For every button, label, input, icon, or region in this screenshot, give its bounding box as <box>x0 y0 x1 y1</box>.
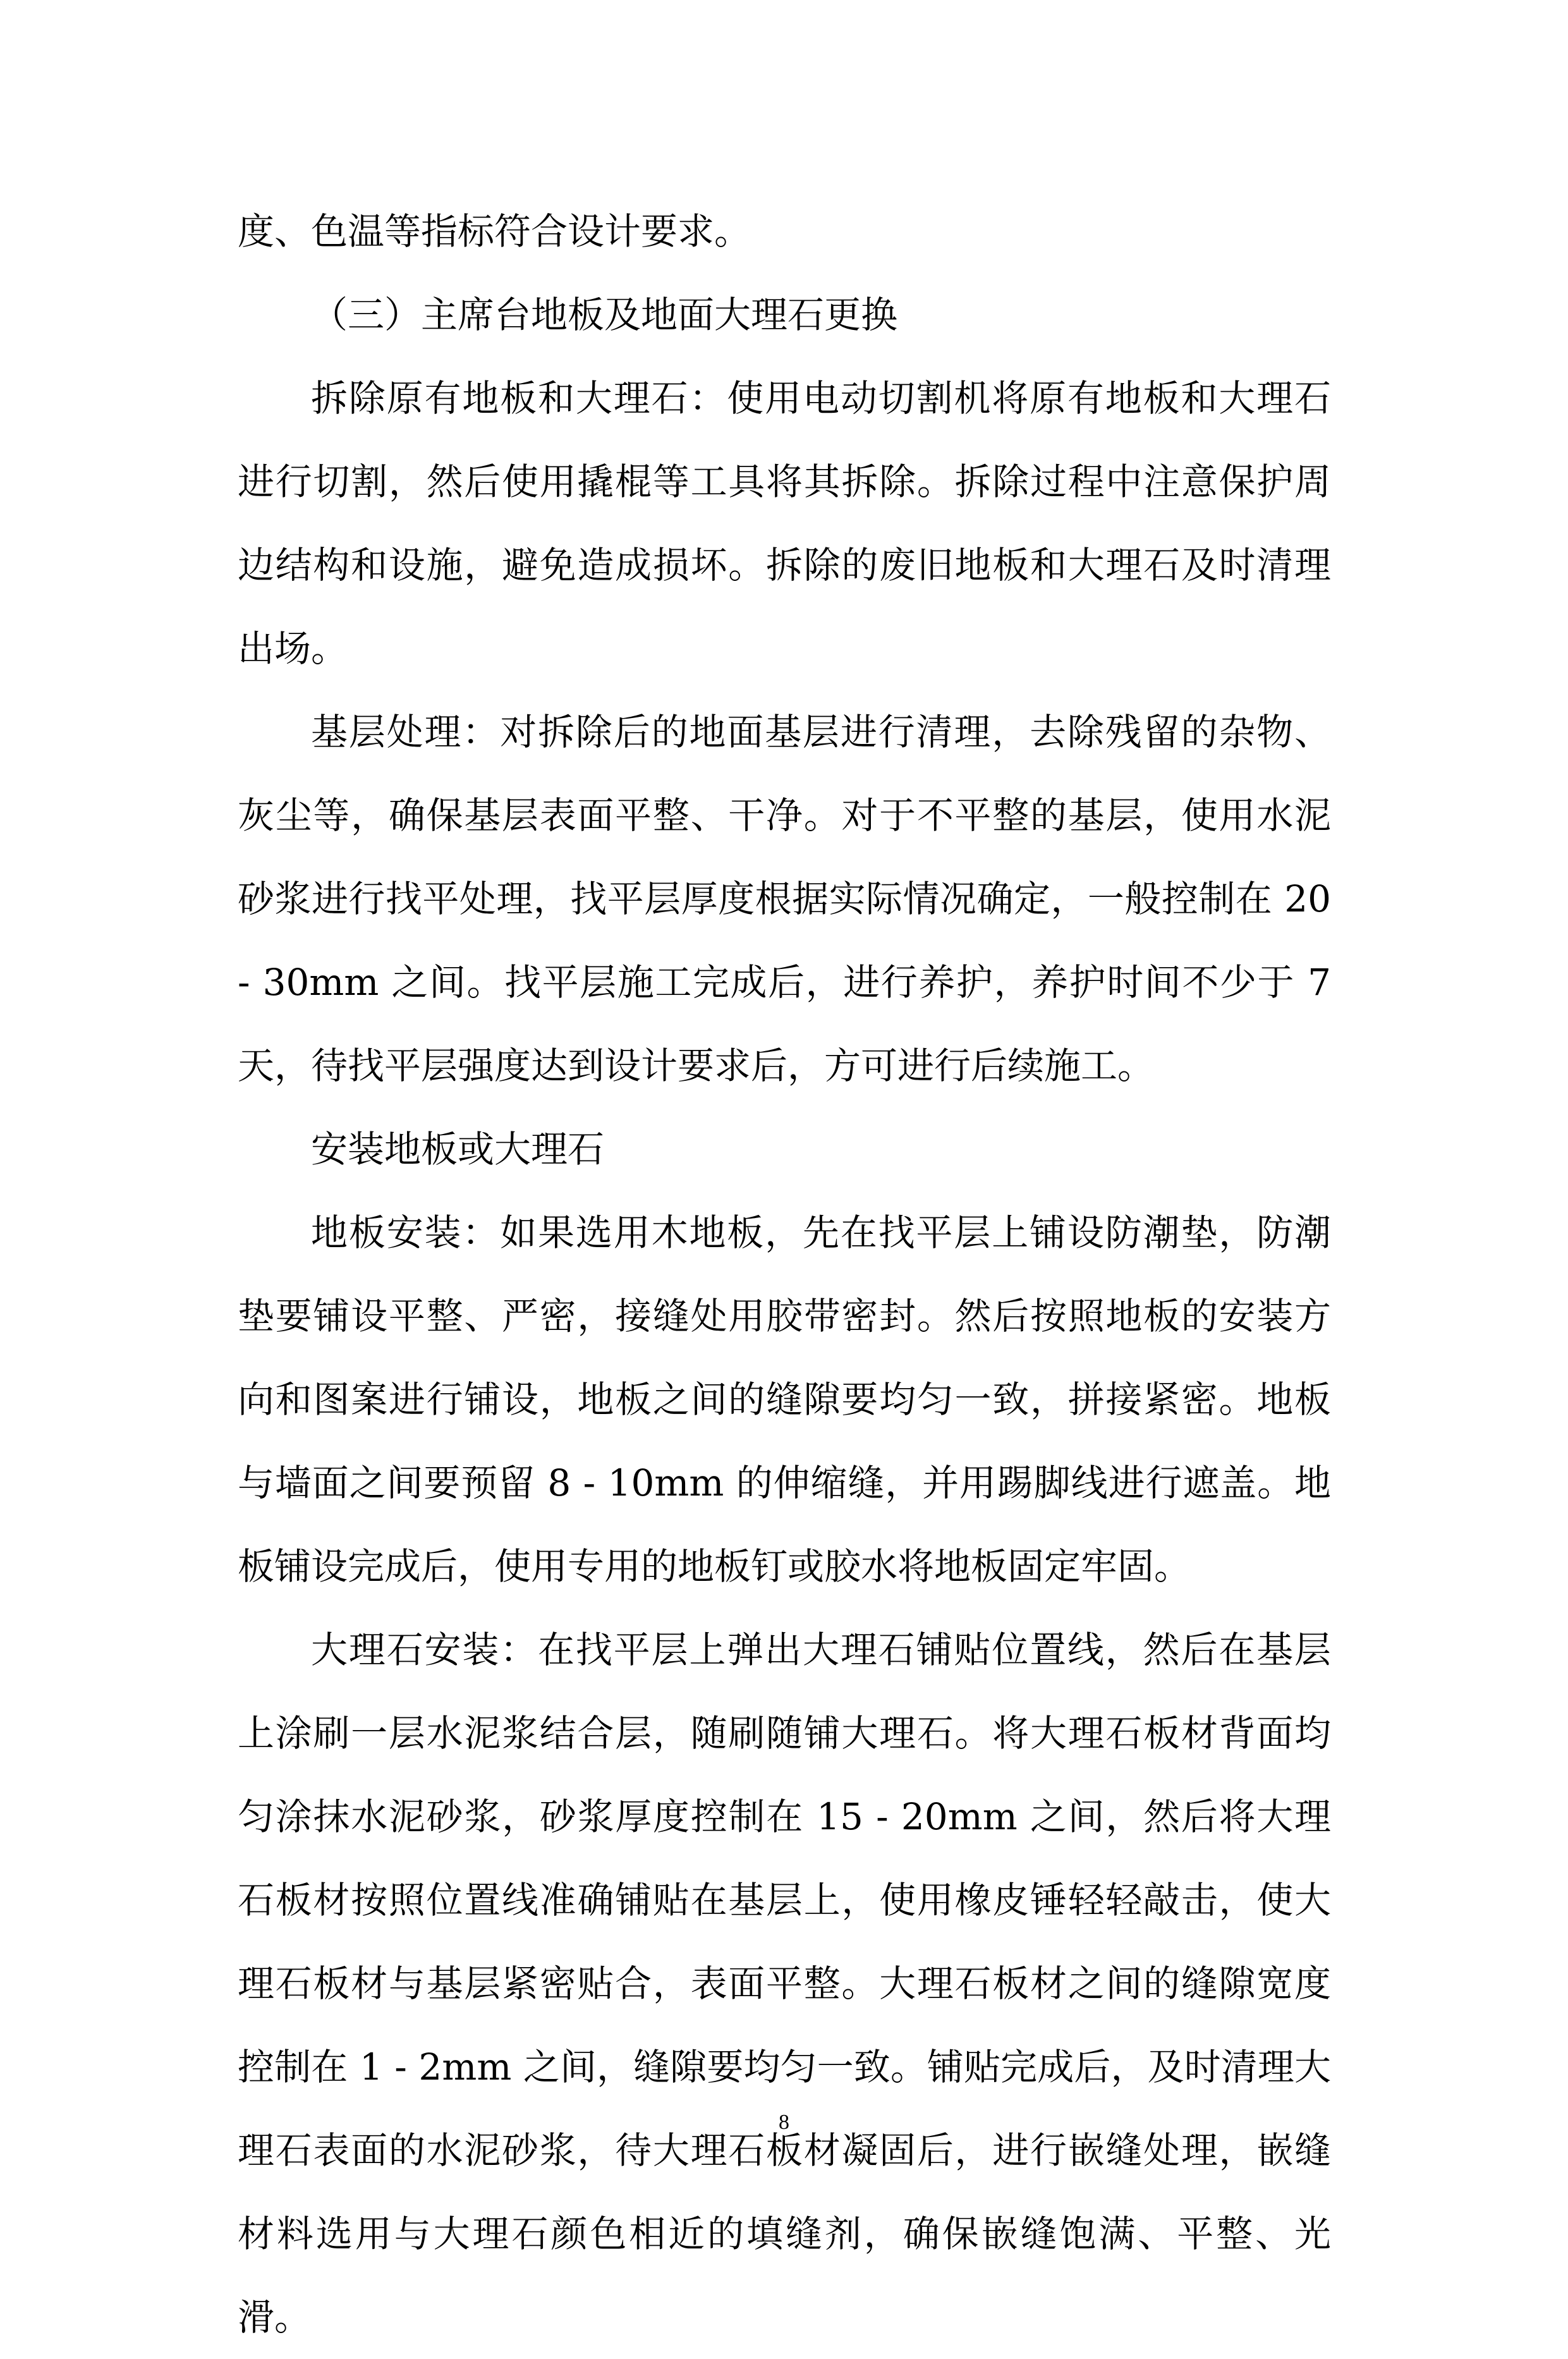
body-text <box>238 190 1331 2359</box>
section-heading: （三）主席台地板及地面大理石更换 <box>311 293 898 336</box>
paragraph-floor-installation: 地板安装：如果选用木地板，先在找平层上铺设防潮垫，防潮垫要铺设平整、严密，接缝处用胶带密封。然后按照地板的安装方向和图案进行铺设，地板之间的缝隙要均匀一致，拼接紧密。地板与墙面之间要预留 8 - 10mm 的伸缩缝，并用踢脚线进行遮盖。地板铺设完成后，使用专用的地板钉或胶水将地板固定牢固。 <box>238 1211 1331 1588</box>
paragraph-continuation: 度、色温等指标符合设计要求。 <box>238 210 751 253</box>
subheading-installation: 安装地板或大理石 <box>311 1128 605 1171</box>
paragraph-base-treatment: 基层处理：对拆除后的地面基层进行清理，去除残留的杂物、灰尘等，确保基层表面平整、干净。对于不平整的基层，使用水泥砂浆进行找平处理，找平层厚度根据实际情况确定，一般控制在 20 - 30mm 之间。找平层施工完成后，进行养护，养护时间不少于 7 天，待找平层强度达到设计要求后，方可进行后续施工。 <box>238 710 1331 1087</box>
paragraph-marble-installation: 大理石安装：在找平层上弹出大理石铺贴位置线，然后在基层上涂刷一层水泥浆结合层，随刷随铺大理石。将大理石板材背面均匀涂抹水泥砂浆，砂浆厚度控制在 15 - 20mm 之间，然后将大理石板材按照位置线准确铺贴在基层上，使用橡皮锤轻轻敲击，使大理石板材与基层紧密贴合，表面平整。大理石板材之间的缝隙宽度控制在 1 - 2mm 之间，缝隙要均匀一致。铺贴完成后，及时清理大理石表面的水泥砂浆，待大理石板材凝固后，进行嵌缝处理，嵌缝材料选用与大理石颜色相近的填缝剂，确保嵌缝饱满、平整、光滑。 <box>238 1628 1331 2339</box>
paragraph-removal: 拆除原有地板和大理石：使用电动切割机将原有地板和大理石进行切割，然后使用撬棍等工具将其拆除。拆除过程中注意保护周边结构和设施，避免造成损坏。拆除的废旧地板和大理石及时清理出场。 <box>238 377 1331 670</box>
page-number: 8 <box>779 2111 789 2134</box>
